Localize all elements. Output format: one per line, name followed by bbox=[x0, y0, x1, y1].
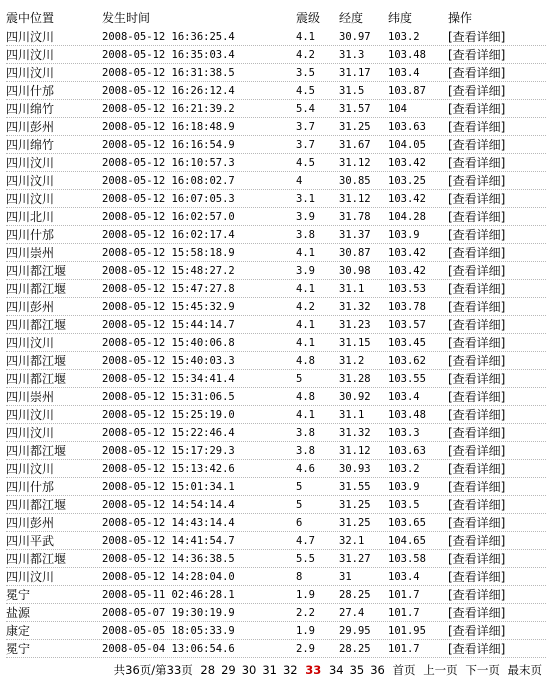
cell-latitude: 103.57 bbox=[388, 319, 426, 331]
cell-latitude: 103.5 bbox=[388, 499, 420, 511]
view-detail-link[interactable]: [查看详细] bbox=[448, 228, 506, 242]
view-detail-link[interactable]: [查看详细] bbox=[448, 588, 506, 602]
view-detail-link[interactable]: [查看详细] bbox=[448, 552, 506, 566]
view-detail-link[interactable]: [查看详细] bbox=[448, 408, 506, 422]
cell-magnitude: 5 bbox=[296, 373, 303, 385]
table-row bbox=[6, 100, 546, 118]
cell-time: 2008-05-12 15:47:27.8 bbox=[102, 283, 235, 295]
header-latitude: 纬度 bbox=[388, 11, 413, 25]
page-link-31[interactable]: 31 bbox=[262, 663, 277, 677]
cell-longitude: 27.4 bbox=[339, 607, 365, 619]
page-link-32[interactable]: 32 bbox=[282, 663, 298, 677]
table-row bbox=[6, 244, 546, 262]
cell-location: 四川绵竹 bbox=[6, 102, 55, 116]
cell-location: 四川都江堰 bbox=[6, 372, 67, 386]
cell-location: 四川都江堰 bbox=[6, 282, 67, 296]
view-detail-link[interactable]: [查看详细] bbox=[448, 390, 506, 404]
cell-location: 四川都江堰 bbox=[6, 354, 67, 368]
cell-magnitude: 3.7 bbox=[296, 121, 315, 133]
cell-latitude: 103.63 bbox=[388, 121, 426, 133]
cell-magnitude: 1.9 bbox=[296, 625, 315, 637]
table-row bbox=[6, 226, 546, 244]
cell-time: 2008-05-12 15:40:06.8 bbox=[102, 337, 235, 349]
table-header-row bbox=[6, 8, 546, 28]
cell-magnitude: 3.8 bbox=[296, 427, 315, 439]
cell-latitude: 103.48 bbox=[388, 409, 426, 421]
cell-location: 盐源 bbox=[6, 606, 31, 620]
cell-time: 2008-05-12 14:28:04.0 bbox=[102, 571, 235, 583]
cell-location: 四川什邡 bbox=[6, 480, 55, 494]
table-row bbox=[6, 64, 546, 82]
cell-longitude: 31.28 bbox=[339, 373, 371, 385]
cell-time: 2008-05-12 15:58:18.9 bbox=[102, 247, 235, 259]
table-row bbox=[6, 280, 546, 298]
table-row bbox=[6, 622, 546, 640]
cell-longitude: 31.25 bbox=[339, 499, 371, 511]
cell-longitude: 31.78 bbox=[339, 211, 371, 223]
view-detail-link[interactable]: [查看详细] bbox=[448, 66, 506, 80]
cell-location: 四川都江堰 bbox=[6, 444, 67, 458]
cell-magnitude: 3.9 bbox=[296, 265, 315, 277]
view-detail-link[interactable]: [查看详细] bbox=[448, 372, 506, 386]
cell-longitude: 28.25 bbox=[339, 643, 371, 655]
cell-magnitude: 3.1 bbox=[296, 193, 315, 205]
view-detail-link[interactable]: [查看详细] bbox=[448, 570, 506, 584]
cell-location: 四川汶川 bbox=[6, 174, 55, 188]
cell-time: 2008-05-12 16:18:48.9 bbox=[102, 121, 235, 133]
cell-latitude: 103.4 bbox=[388, 571, 420, 583]
page-link-36[interactable]: 36 bbox=[370, 663, 385, 677]
cell-time: 2008-05-12 16:08:02.7 bbox=[102, 175, 235, 187]
cell-longitude: 31.1 bbox=[339, 283, 365, 295]
cell-location: 四川汶川 bbox=[6, 66, 55, 80]
cell-time: 2008-05-12 16:21:39.2 bbox=[102, 103, 235, 115]
cell-latitude: 103.48 bbox=[388, 49, 426, 61]
cell-longitude: 30.93 bbox=[339, 463, 371, 475]
cell-latitude: 103.62 bbox=[388, 355, 426, 367]
cell-magnitude: 4.2 bbox=[296, 49, 315, 61]
cell-latitude: 103.65 bbox=[388, 517, 426, 529]
page-link-34[interactable]: 34 bbox=[328, 663, 344, 677]
view-detail-link[interactable]: [查看详细] bbox=[448, 174, 506, 188]
view-detail-link[interactable]: [查看详细] bbox=[448, 480, 506, 494]
cell-longitude: 31.23 bbox=[339, 319, 371, 331]
cell-time: 2008-05-12 15:25:19.0 bbox=[102, 409, 235, 421]
cell-longitude: 31.12 bbox=[339, 445, 371, 457]
cell-time: 2008-05-12 15:17:29.3 bbox=[102, 445, 235, 457]
cell-latitude: 103.25 bbox=[388, 175, 426, 187]
cell-longitude: 31.12 bbox=[339, 193, 371, 205]
cell-magnitude: 3.8 bbox=[296, 445, 315, 457]
cell-latitude: 101.7 bbox=[388, 607, 420, 619]
cell-location: 四川平武 bbox=[6, 534, 55, 548]
cell-location: 四川北川 bbox=[6, 210, 55, 224]
page-links-before bbox=[200, 663, 297, 677]
cell-magnitude: 2.9 bbox=[296, 643, 315, 655]
cell-time: 2008-05-12 15:40:03.3 bbox=[102, 355, 235, 367]
cell-longitude: 31.5 bbox=[339, 85, 365, 97]
table-body bbox=[6, 28, 546, 658]
header-time: 发生时间 bbox=[102, 11, 151, 25]
cell-latitude: 103.87 bbox=[388, 85, 426, 97]
header-longitude: 经度 bbox=[339, 11, 364, 25]
table-row bbox=[6, 496, 546, 514]
view-detail-link[interactable]: [查看详细] bbox=[448, 642, 506, 656]
view-detail-link[interactable]: [查看详细] bbox=[448, 606, 506, 620]
cell-time: 2008-05-12 14:36:38.5 bbox=[102, 553, 235, 565]
page-link-30[interactable]: 30 bbox=[241, 663, 257, 677]
cell-time: 2008-05-12 16:35:03.4 bbox=[102, 49, 235, 61]
pagination bbox=[0, 662, 542, 678]
cell-magnitude: 4.1 bbox=[296, 283, 315, 295]
table-row bbox=[6, 262, 546, 280]
view-detail-link[interactable]: [查看详细] bbox=[448, 192, 506, 206]
cell-time: 2008-05-12 16:10:57.3 bbox=[102, 157, 235, 169]
table-row bbox=[6, 172, 546, 190]
cell-magnitude: 5 bbox=[296, 481, 303, 493]
cell-time: 2008-05-11 02:46:28.1 bbox=[102, 589, 235, 601]
table-row bbox=[6, 136, 546, 154]
table-row bbox=[6, 316, 546, 334]
cell-latitude: 103.45 bbox=[388, 337, 426, 349]
cell-latitude: 103.42 bbox=[388, 247, 426, 259]
table-row bbox=[6, 514, 546, 532]
table-row bbox=[6, 208, 546, 226]
cell-location: 四川汶川 bbox=[6, 336, 55, 350]
cell-latitude: 103.9 bbox=[388, 481, 420, 493]
view-detail-link[interactable]: [查看详细] bbox=[448, 318, 506, 332]
cell-longitude: 31.32 bbox=[339, 301, 371, 313]
cell-latitude: 103.55 bbox=[388, 373, 426, 385]
cell-location: 康定 bbox=[6, 624, 31, 638]
cell-time: 2008-05-12 15:48:27.2 bbox=[102, 265, 235, 277]
cell-longitude: 31.15 bbox=[339, 337, 371, 349]
cell-magnitude: 8 bbox=[296, 571, 303, 583]
cell-magnitude: 3.8 bbox=[296, 229, 315, 241]
view-detail-link[interactable]: [查看详细] bbox=[448, 84, 506, 98]
cell-magnitude: 2.2 bbox=[296, 607, 315, 619]
cell-longitude: 31.2 bbox=[339, 355, 365, 367]
cell-magnitude: 4.7 bbox=[296, 535, 315, 547]
cell-location: 四川崇州 bbox=[6, 390, 55, 404]
view-detail-link[interactable]: [查看详细] bbox=[448, 102, 506, 116]
header-magnitude: 震级 bbox=[296, 11, 321, 25]
cell-time: 2008-05-12 15:22:46.4 bbox=[102, 427, 235, 439]
cell-location: 四川都江堰 bbox=[6, 264, 67, 278]
table-row bbox=[6, 586, 546, 604]
cell-longitude: 31.67 bbox=[339, 139, 371, 151]
cell-longitude: 30.85 bbox=[339, 175, 371, 187]
cell-longitude: 29.95 bbox=[339, 625, 371, 637]
cell-longitude: 31.17 bbox=[339, 67, 371, 79]
cell-magnitude: 4.5 bbox=[296, 85, 315, 97]
cell-longitude: 31.1 bbox=[339, 409, 365, 421]
cell-magnitude: 4.1 bbox=[296, 319, 315, 331]
cell-latitude: 103.78 bbox=[388, 301, 426, 313]
cell-magnitude: 4.1 bbox=[296, 409, 315, 421]
cell-latitude: 103.58 bbox=[388, 553, 426, 565]
cell-latitude: 104 bbox=[388, 103, 407, 115]
view-detail-link[interactable]: [查看详细] bbox=[448, 156, 506, 170]
table-row bbox=[6, 460, 546, 478]
cell-longitude: 30.92 bbox=[339, 391, 371, 403]
table-row bbox=[6, 550, 546, 568]
view-detail-link[interactable]: [查看详细] bbox=[448, 516, 506, 530]
cell-location: 四川汶川 bbox=[6, 48, 55, 62]
cell-time: 2008-05-12 14:41:54.7 bbox=[102, 535, 235, 547]
view-detail-link[interactable]: [查看详细] bbox=[448, 30, 506, 44]
cell-longitude: 28.25 bbox=[339, 589, 371, 601]
cell-longitude: 32.1 bbox=[339, 535, 365, 547]
cell-latitude: 103.4 bbox=[388, 391, 420, 403]
cell-location: 四川汶川 bbox=[6, 192, 55, 206]
cell-time: 2008-05-04 13:06:54.6 bbox=[102, 643, 235, 655]
cell-latitude: 101.7 bbox=[388, 589, 420, 601]
cell-magnitude: 3.9 bbox=[296, 211, 315, 223]
cell-magnitude: 5 bbox=[296, 499, 303, 511]
cell-latitude: 103.3 bbox=[388, 427, 420, 439]
cell-magnitude: 4.6 bbox=[296, 463, 315, 475]
cell-magnitude: 1.9 bbox=[296, 589, 315, 601]
cell-time: 2008-05-12 14:43:14.4 bbox=[102, 517, 235, 529]
view-detail-link[interactable]: [查看详细] bbox=[448, 48, 506, 62]
table-row bbox=[6, 298, 546, 316]
last-page-link[interactable]: 最末页 bbox=[507, 663, 542, 677]
cell-location: 四川汶川 bbox=[6, 426, 55, 440]
view-detail-link[interactable]: [查看详细] bbox=[448, 138, 506, 152]
cell-location: 四川绵竹 bbox=[6, 138, 55, 152]
view-detail-link[interactable]: [查看详细] bbox=[448, 426, 506, 440]
cell-longitude: 30.97 bbox=[339, 31, 371, 43]
page-links-after bbox=[329, 663, 385, 677]
table-row bbox=[6, 532, 546, 550]
cell-time: 2008-05-12 15:45:32.9 bbox=[102, 301, 235, 313]
cell-latitude: 103.4 bbox=[388, 67, 420, 79]
view-detail-link[interactable]: [查看详细] bbox=[448, 336, 506, 350]
cell-longitude: 31.3 bbox=[339, 49, 365, 61]
cell-longitude: 31.57 bbox=[339, 103, 371, 115]
header-action: 操作 bbox=[448, 11, 473, 25]
cell-longitude: 31.55 bbox=[339, 481, 371, 493]
cell-latitude: 103.2 bbox=[388, 463, 420, 475]
cell-time: 2008-05-12 16:16:54.9 bbox=[102, 139, 235, 151]
view-detail-link[interactable]: [查看详细] bbox=[448, 120, 506, 134]
cell-location: 四川彭州 bbox=[6, 300, 55, 314]
header-location: 震中位置 bbox=[6, 11, 55, 25]
cell-time: 2008-05-12 16:02:17.4 bbox=[102, 229, 235, 241]
table-row bbox=[6, 424, 546, 442]
cell-latitude: 104.28 bbox=[388, 211, 426, 223]
cell-longitude: 30.87 bbox=[339, 247, 371, 259]
cell-location: 冕宁 bbox=[6, 642, 31, 656]
cell-latitude: 101.7 bbox=[388, 643, 420, 655]
cell-magnitude: 4.1 bbox=[296, 247, 315, 259]
cell-time: 2008-05-12 16:07:05.3 bbox=[102, 193, 235, 205]
cell-time: 2008-05-07 19:30:19.9 bbox=[102, 607, 235, 619]
cell-latitude: 103.42 bbox=[388, 157, 426, 169]
cell-location: 四川汶川 bbox=[6, 462, 55, 476]
cell-magnitude: 4.8 bbox=[296, 355, 315, 367]
cell-longitude: 31.37 bbox=[339, 229, 371, 241]
cell-location: 四川汶川 bbox=[6, 570, 55, 584]
cell-time: 2008-05-12 15:44:14.7 bbox=[102, 319, 235, 331]
table-row bbox=[6, 154, 546, 172]
cell-location: 四川彭州 bbox=[6, 120, 55, 134]
table-row bbox=[6, 334, 546, 352]
view-detail-link[interactable]: [查看详细] bbox=[448, 498, 506, 512]
cell-latitude: 101.95 bbox=[388, 625, 426, 637]
page-link-28[interactable]: 28 bbox=[200, 663, 216, 677]
cell-magnitude: 4.5 bbox=[296, 157, 315, 169]
cell-latitude: 103.42 bbox=[388, 193, 426, 205]
view-detail-link[interactable]: [查看详细] bbox=[448, 282, 506, 296]
cell-location: 冕宁 bbox=[6, 588, 31, 602]
cell-latitude: 104.65 bbox=[388, 535, 426, 547]
cell-magnitude: 6 bbox=[296, 517, 303, 529]
table-row bbox=[6, 370, 546, 388]
view-detail-link[interactable]: [查看详细] bbox=[448, 444, 506, 458]
table-row bbox=[6, 190, 546, 208]
table-row bbox=[6, 568, 546, 586]
cell-magnitude: 5.5 bbox=[296, 553, 315, 565]
page-link-35[interactable]: 35 bbox=[349, 663, 365, 677]
cell-time: 2008-05-12 15:13:42.6 bbox=[102, 463, 235, 475]
view-detail-link[interactable]: [查看详细] bbox=[448, 246, 506, 260]
table-row bbox=[6, 478, 546, 496]
cell-time: 2008-05-12 16:31:38.5 bbox=[102, 67, 235, 79]
table-row bbox=[6, 640, 546, 658]
table-row bbox=[6, 82, 546, 100]
prev-page-link[interactable]: 上一页 bbox=[423, 663, 458, 677]
cell-location: 四川都江堰 bbox=[6, 498, 67, 512]
cell-location: 四川都江堰 bbox=[6, 318, 67, 332]
cell-longitude: 31.25 bbox=[339, 517, 371, 529]
cell-time: 2008-05-05 18:05:33.9 bbox=[102, 625, 235, 637]
cell-magnitude: 4 bbox=[296, 175, 303, 187]
view-detail-link[interactable]: [查看详细] bbox=[448, 534, 506, 548]
cell-latitude: 103.2 bbox=[388, 31, 420, 43]
view-detail-link[interactable]: [查看详细] bbox=[448, 300, 506, 314]
cell-location: 四川彭州 bbox=[6, 516, 55, 530]
cell-magnitude: 3.7 bbox=[296, 139, 315, 151]
cell-longitude: 31.27 bbox=[339, 553, 371, 565]
table-row bbox=[6, 352, 546, 370]
cell-time: 2008-05-12 15:01:34.1 bbox=[102, 481, 235, 493]
cell-time: 2008-05-12 15:34:41.4 bbox=[102, 373, 235, 385]
table-row bbox=[6, 388, 546, 406]
cell-location: 四川都江堰 bbox=[6, 552, 67, 566]
cell-magnitude: 5.4 bbox=[296, 103, 315, 115]
cell-longitude: 30.98 bbox=[339, 265, 371, 277]
cell-longitude: 31.32 bbox=[339, 427, 371, 439]
cell-magnitude: 3.5 bbox=[296, 67, 315, 79]
cell-latitude: 103.53 bbox=[388, 283, 426, 295]
cell-time: 2008-05-12 15:31:06.5 bbox=[102, 391, 235, 403]
cell-location: 四川什邡 bbox=[6, 228, 55, 242]
cell-time: 2008-05-12 14:54:14.4 bbox=[102, 499, 235, 511]
view-detail-link[interactable]: [查看详细] bbox=[448, 264, 506, 278]
table-row bbox=[6, 442, 546, 460]
view-detail-link[interactable]: [查看详细] bbox=[448, 624, 506, 638]
cell-location: 四川崇州 bbox=[6, 246, 55, 260]
cell-time: 2008-05-12 16:36:25.4 bbox=[102, 31, 235, 43]
earthquake-table bbox=[6, 8, 546, 658]
cell-location: 四川汶川 bbox=[6, 156, 55, 170]
cell-magnitude: 4.8 bbox=[296, 391, 315, 403]
table-row bbox=[6, 28, 546, 46]
cell-time: 2008-05-12 16:26:12.4 bbox=[102, 85, 235, 97]
cell-longitude: 31.12 bbox=[339, 157, 371, 169]
cell-latitude: 103.42 bbox=[388, 265, 426, 277]
cell-location: 四川汶川 bbox=[6, 30, 55, 44]
cell-latitude: 103.9 bbox=[388, 229, 420, 241]
view-detail-link[interactable]: [查看详细] bbox=[448, 462, 506, 476]
cell-magnitude: 4.1 bbox=[296, 31, 315, 43]
cell-longitude: 31 bbox=[339, 571, 352, 583]
view-detail-link[interactable]: [查看详细] bbox=[448, 210, 506, 224]
cell-magnitude: 4.2 bbox=[296, 301, 315, 313]
page-link-29[interactable]: 29 bbox=[221, 663, 236, 677]
cell-location: 四川汶川 bbox=[6, 408, 55, 422]
page-current: 33 bbox=[305, 663, 322, 677]
cell-longitude: 31.25 bbox=[339, 121, 371, 133]
first-page-link[interactable]: 首页 bbox=[392, 663, 416, 677]
cell-latitude: 104.05 bbox=[388, 139, 426, 151]
cell-location: 四川什邡 bbox=[6, 84, 55, 98]
next-page-link[interactable]: 下一页 bbox=[465, 663, 500, 677]
pagination-summary: 共36页/第33页 bbox=[113, 663, 193, 677]
table-row bbox=[6, 406, 546, 424]
table-row bbox=[6, 46, 546, 64]
table-row bbox=[6, 118, 546, 136]
cell-magnitude: 4.1 bbox=[296, 337, 315, 349]
table-row bbox=[6, 604, 546, 622]
view-detail-link[interactable]: [查看详细] bbox=[448, 354, 506, 368]
cell-time: 2008-05-12 16:02:57.0 bbox=[102, 211, 235, 223]
cell-latitude: 103.63 bbox=[388, 445, 426, 457]
